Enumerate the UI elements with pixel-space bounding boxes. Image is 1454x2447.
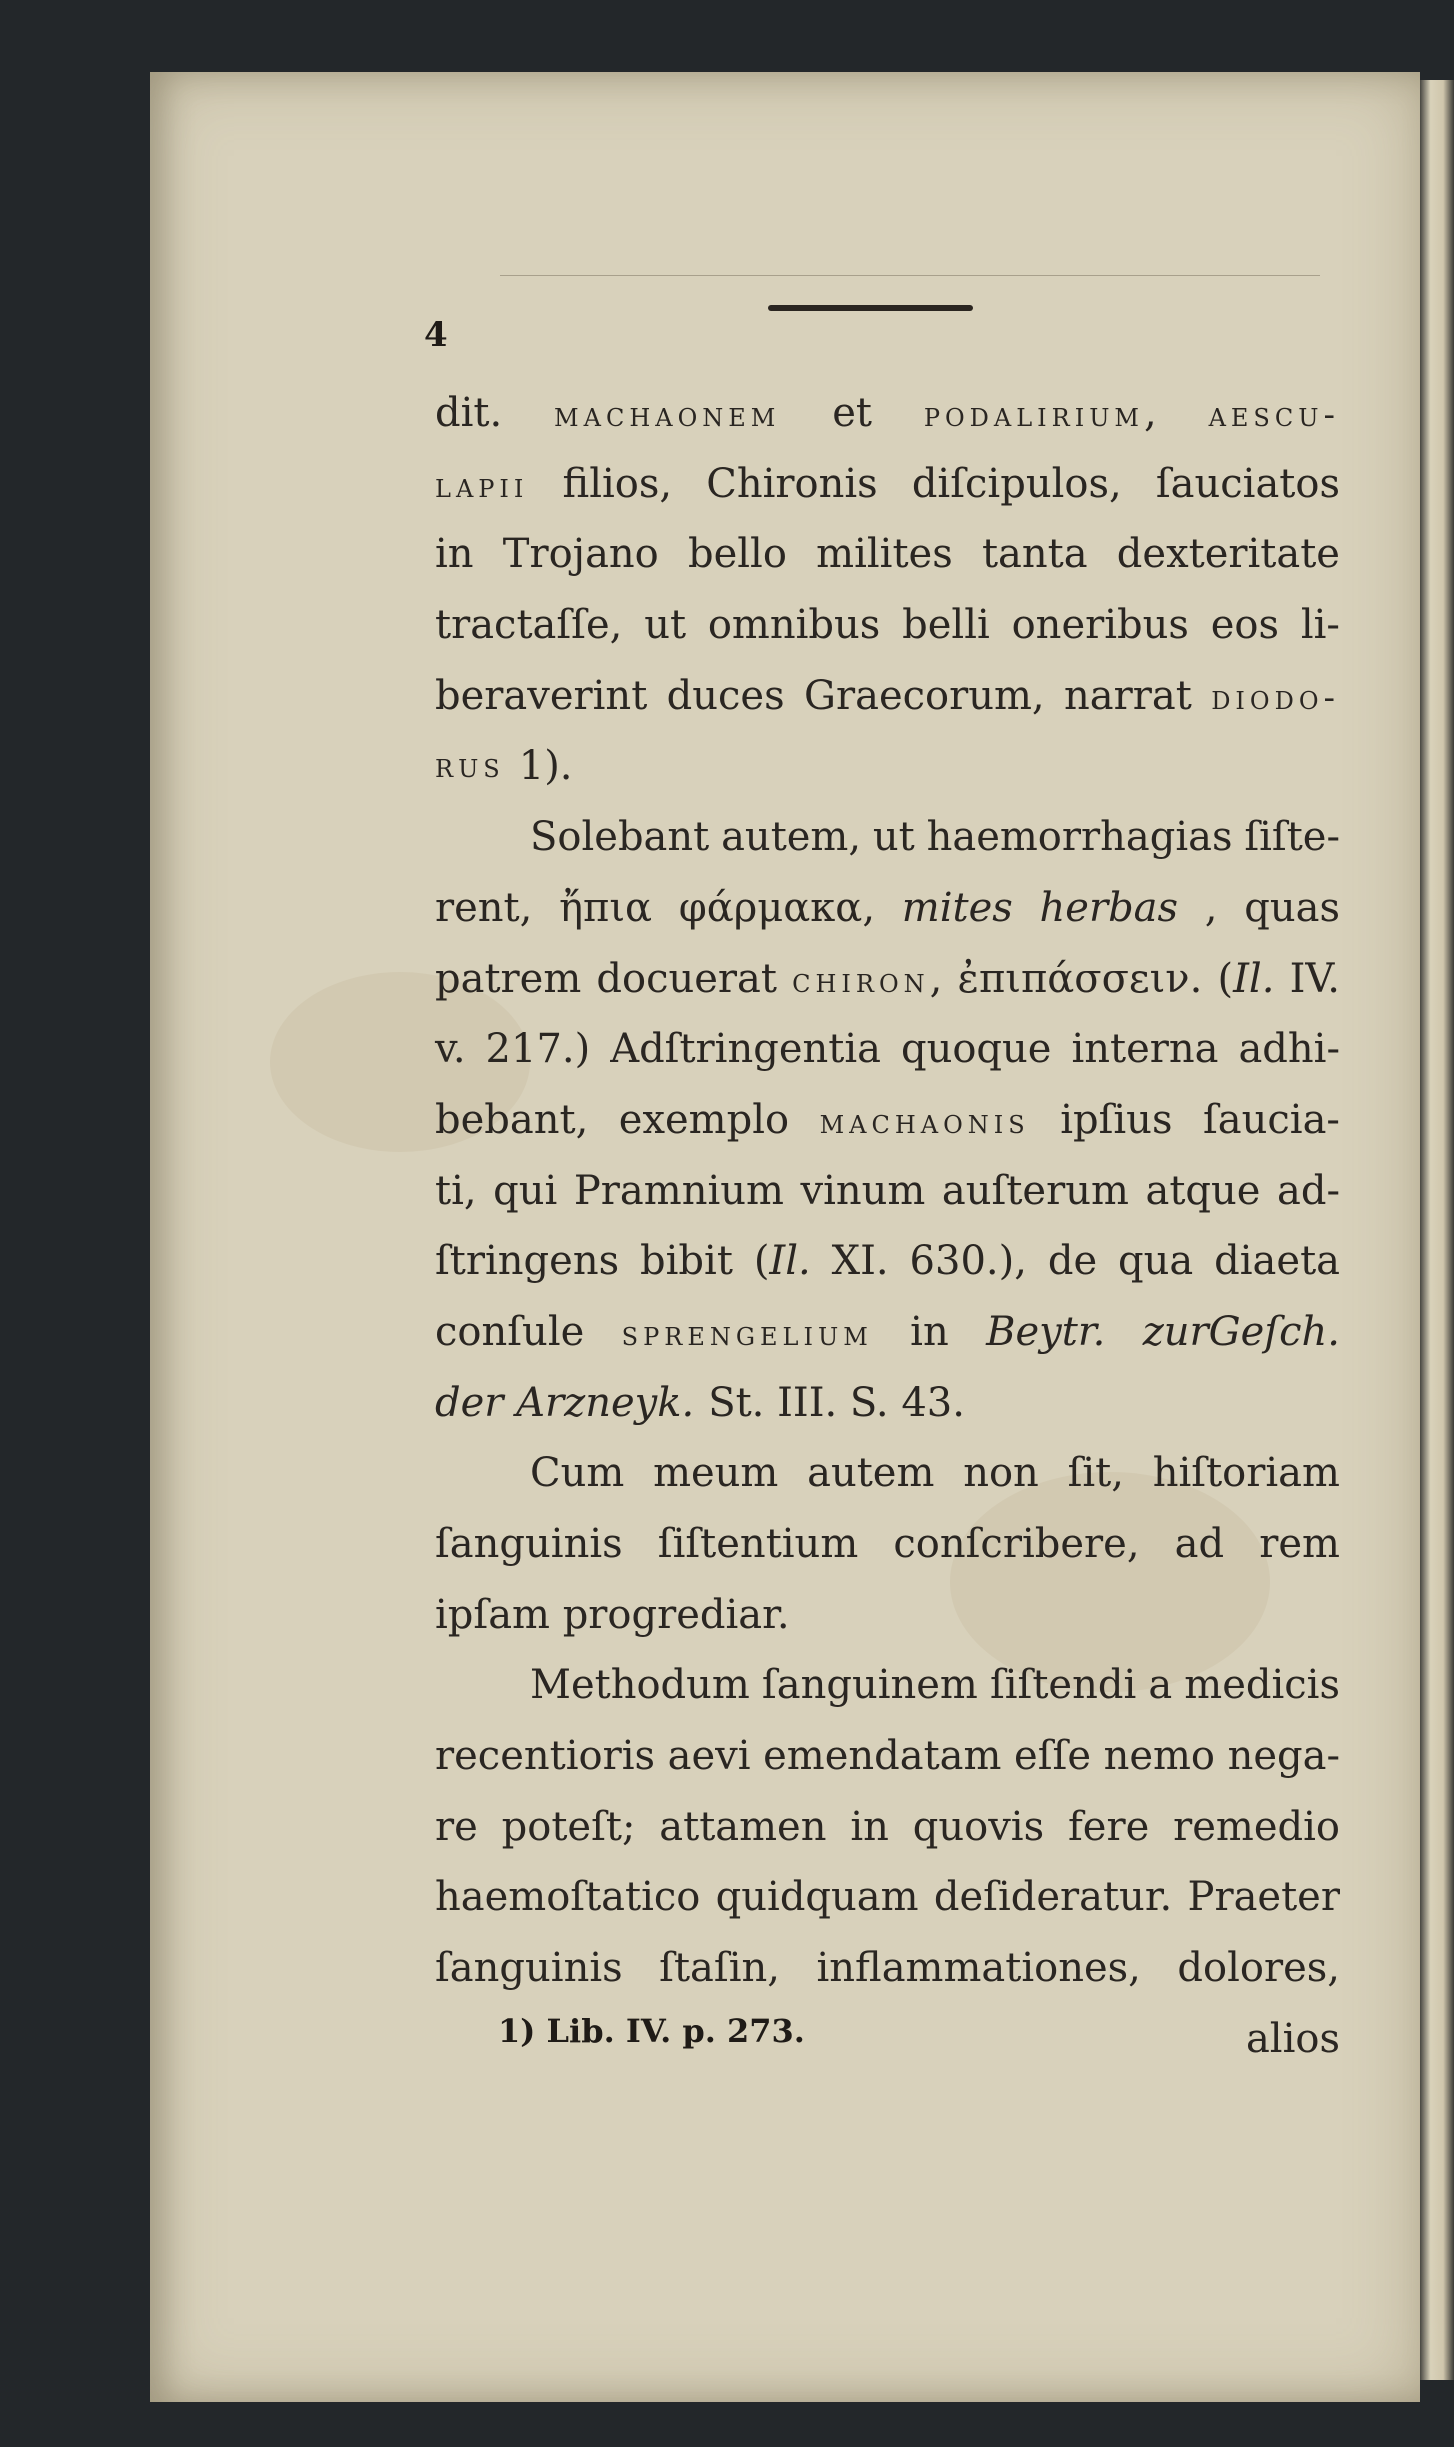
word: zur — [1142, 1308, 1209, 1355]
word: Pramnium — [573, 1167, 784, 1214]
word: ut — [872, 814, 915, 861]
text-line — [435, 1226, 1340, 1297]
text-line — [435, 1650, 1340, 1721]
text-line — [435, 1862, 1340, 1933]
word: meum — [653, 1450, 779, 1497]
word: tanta — [981, 531, 1088, 578]
word: eſſe — [1014, 1733, 1091, 1780]
word: 217.) — [485, 1026, 591, 1073]
text-line — [435, 802, 1340, 873]
word: ti, — [435, 1167, 477, 1214]
text-line: der Arzneyk. St. III. S. 43. — [435, 1379, 965, 1426]
word: ſanguinem — [761, 1662, 978, 1709]
word: emendatam — [763, 1733, 1002, 1780]
word: autem, — [721, 814, 862, 861]
word: et — [832, 390, 872, 436]
word: tractaſſe, — [435, 602, 623, 649]
word: ſtringens — [435, 1238, 620, 1285]
word: quidquam — [715, 1874, 919, 1921]
book-edge — [1418, 80, 1454, 2380]
word: machaonem — [554, 395, 781, 435]
word: milites — [816, 531, 953, 578]
word: quovis — [912, 1803, 1045, 1850]
word: in — [850, 1803, 889, 1850]
word: chiron, — [792, 955, 943, 1002]
text-line — [435, 1438, 1340, 1509]
word: vinum — [800, 1167, 926, 1214]
text-line — [435, 449, 1340, 520]
word: bebant, — [435, 1096, 589, 1143]
word: rem — [1259, 1521, 1340, 1567]
word: ἐπιπάσσειν. — [957, 955, 1203, 1002]
word: Beytr. — [986, 1308, 1106, 1355]
word: ſit, — [1067, 1450, 1124, 1497]
word: conſule — [435, 1308, 585, 1355]
word: nemo — [1103, 1733, 1216, 1780]
word: exemplo — [618, 1096, 790, 1143]
word: mites — [901, 884, 1013, 931]
header-rule-thin — [500, 275, 1320, 276]
word: herbas — [1039, 884, 1179, 931]
word: ſanguinis — [435, 1945, 623, 1992]
word: Trojano — [502, 531, 659, 578]
word: lapii — [435, 465, 529, 506]
word: IV. — [1289, 955, 1340, 1002]
word: quoque — [900, 1026, 1052, 1073]
word: ut — [644, 602, 687, 649]
footnote: 1) Lib. IV. p. 273. — [498, 2012, 805, 2050]
word: auſterum — [941, 1167, 1129, 1214]
word: li- — [1300, 602, 1340, 649]
word: dexteritate — [1116, 531, 1340, 578]
word: sprengelium — [621, 1313, 873, 1354]
text-line — [435, 378, 1340, 449]
word: conſcribere, — [893, 1521, 1140, 1567]
text-line — [435, 1085, 1340, 1156]
word: patrem — [435, 955, 582, 1002]
word: ipſius — [1060, 1096, 1173, 1143]
word: oneribus — [1011, 602, 1189, 649]
word: ſiſte- — [1244, 814, 1340, 861]
word: diaeta — [1214, 1238, 1340, 1285]
word: quas — [1244, 884, 1340, 931]
word: nega- — [1227, 1733, 1340, 1780]
word: ſaucia- — [1202, 1096, 1340, 1143]
word: docuerat — [596, 955, 777, 1002]
word: remedio — [1173, 1803, 1340, 1850]
word: deſideratur. — [933, 1874, 1173, 1921]
word: adhi- — [1238, 1026, 1340, 1073]
word: ſanguinis — [435, 1521, 623, 1567]
word: fere — [1067, 1803, 1150, 1850]
word: belli — [902, 602, 990, 649]
word: eos — [1210, 602, 1280, 649]
word: ad — [1174, 1521, 1225, 1567]
word: qui — [493, 1167, 558, 1214]
word: autem — [807, 1450, 935, 1497]
word: a — [1148, 1662, 1173, 1709]
text-line — [435, 519, 1340, 590]
word: Solebant — [530, 814, 710, 861]
text-line — [435, 944, 1340, 1015]
word: in — [910, 1308, 949, 1355]
text-line — [435, 590, 1340, 661]
word: non — [963, 1450, 1039, 1497]
word: filios, — [562, 460, 673, 507]
body-text — [435, 378, 1340, 2075]
word: diodo- — [1211, 677, 1340, 718]
word: Adſtringentia — [610, 1026, 881, 1073]
word: narrat — [1064, 672, 1192, 719]
word: dolores, — [1177, 1945, 1340, 1992]
text-line: rent, ἤπια φάρμακα, mites herbas , quas — [435, 873, 1340, 944]
word: Praeter — [1187, 1874, 1340, 1921]
text-line — [435, 661, 1340, 732]
word: interna — [1071, 1026, 1219, 1073]
text-line: ipſam progrediar. — [435, 1591, 790, 1638]
text-line — [435, 1721, 1340, 1792]
word: poteſt; — [501, 1803, 636, 1850]
word: atque — [1145, 1167, 1261, 1214]
word: aevi — [667, 1733, 751, 1780]
word: qua — [1118, 1238, 1194, 1285]
word: ad- — [1277, 1167, 1340, 1214]
word: attamen — [659, 1803, 827, 1850]
text-line — [435, 1156, 1340, 1227]
word: v. — [435, 1026, 466, 1073]
text-line — [435, 1014, 1340, 1085]
word: (Il. — [1217, 955, 1275, 1002]
word: hiſtoriam — [1152, 1450, 1340, 1497]
word: omnibus — [707, 602, 881, 649]
word: de — [1047, 1238, 1098, 1285]
word: Geſch. — [1208, 1308, 1340, 1355]
word: ſtaſin, — [659, 1945, 780, 1992]
word: ἤπια — [559, 884, 653, 931]
page-number: 4 — [424, 315, 448, 355]
word: φάρμακα, — [678, 884, 876, 931]
word: in — [435, 531, 474, 578]
word: rent, — [435, 884, 533, 931]
word: haemorrhagias — [926, 814, 1233, 861]
word: Methodum — [530, 1662, 750, 1709]
word: 630.), — [909, 1238, 1027, 1285]
word: medicis — [1184, 1662, 1340, 1709]
word: Cum — [530, 1450, 625, 1497]
text-line: rus 1). — [435, 743, 573, 790]
word: machaonis — [819, 1101, 1030, 1142]
text-line — [435, 1933, 1340, 2004]
word: recentioris — [435, 1733, 656, 1780]
word: bello — [687, 531, 787, 578]
word: dit. — [435, 390, 503, 436]
word: bibit — [640, 1238, 733, 1285]
word: ſauciatos — [1155, 460, 1340, 507]
text-line — [435, 1792, 1340, 1863]
word: inflammationes, — [816, 1945, 1141, 1992]
word: (Il. — [753, 1238, 811, 1285]
word: re — [435, 1803, 478, 1850]
word: podalirium, — [923, 390, 1157, 436]
word: haemoſtatico — [435, 1874, 701, 1921]
word: Chironis — [706, 460, 878, 507]
text-line: alios — [1245, 2015, 1340, 2062]
word: ſiſtendi — [989, 1662, 1137, 1709]
word: ſiſtentium — [657, 1521, 859, 1567]
word: duces — [666, 672, 785, 719]
header-rule — [768, 305, 973, 311]
word: XI. — [831, 1238, 889, 1285]
word: diſcipulos, — [911, 460, 1122, 507]
word: Graecorum, — [804, 672, 1045, 719]
word: aescu- — [1208, 395, 1340, 435]
text-line — [435, 1509, 1340, 1580]
text-line — [435, 1297, 1340, 1368]
word: beraverint — [435, 672, 648, 719]
